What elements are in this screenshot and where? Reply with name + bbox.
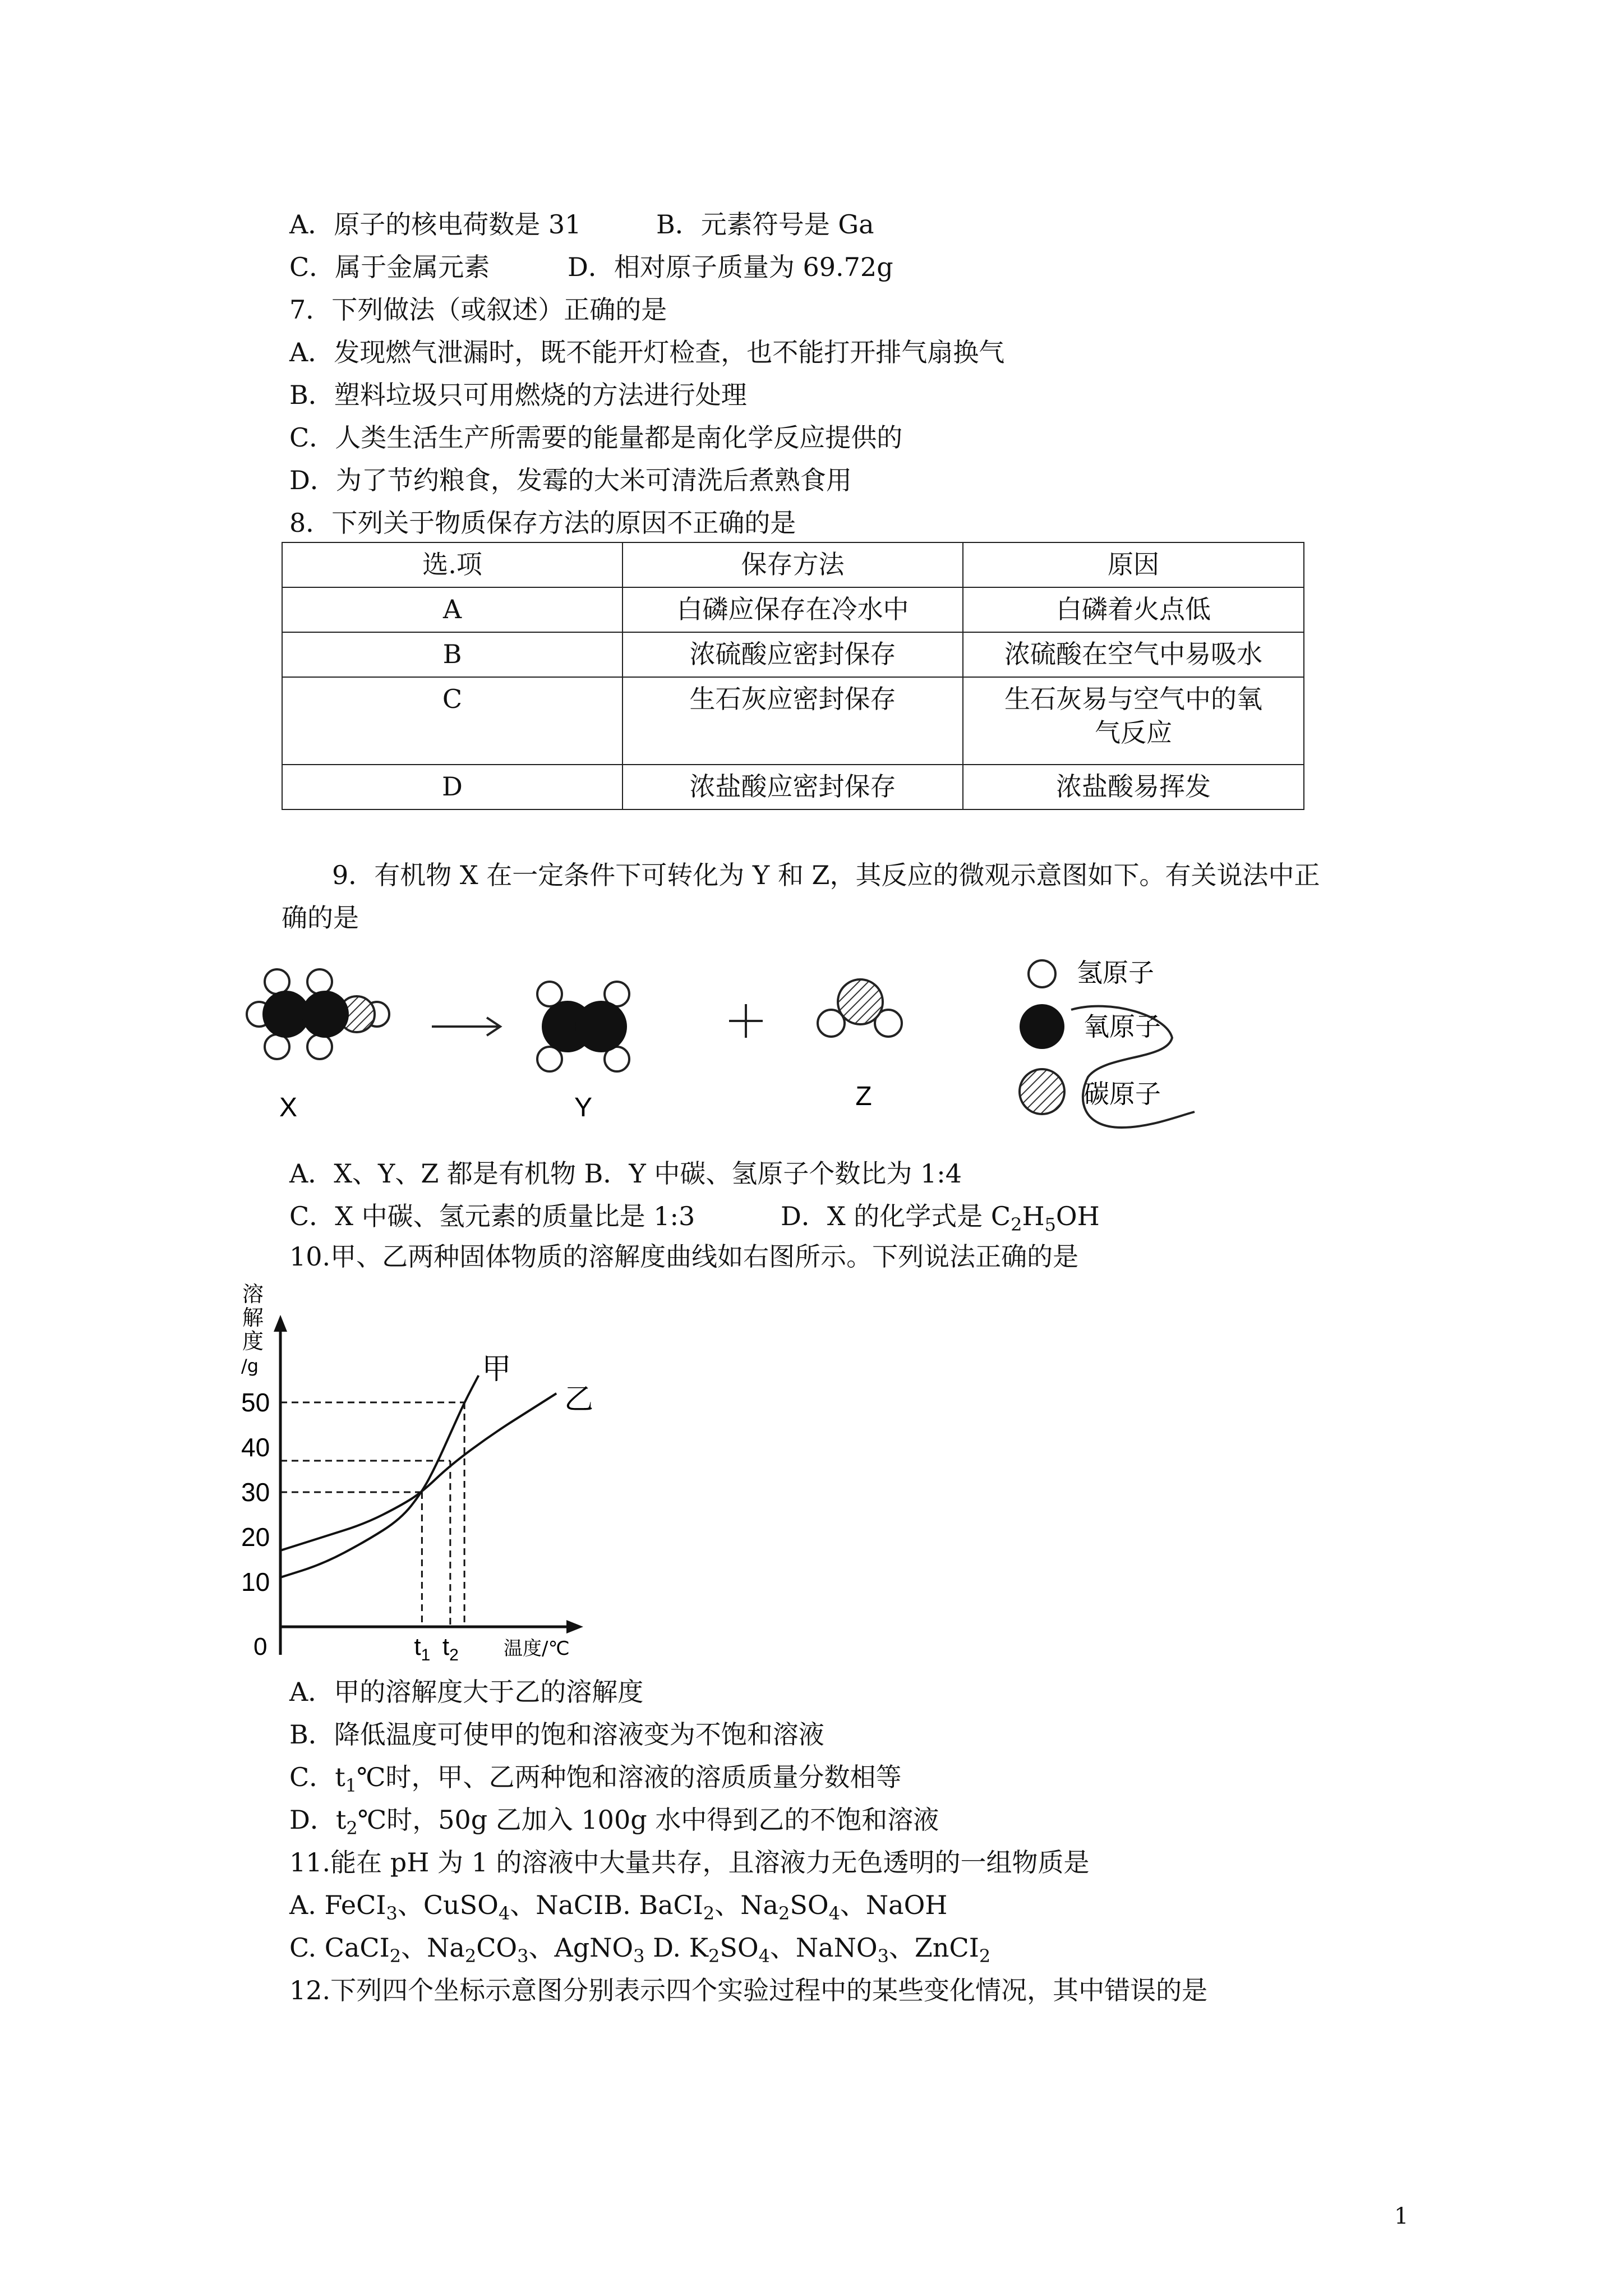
label-y: Y [574,1093,593,1122]
y-ticks [241,1388,270,1596]
q12-stem: 12.下列四个坐标示意图分别表示四个实验过程中的某些变化情况，其中错误的是 [289,1975,1208,2005]
x-axis-arrow [566,1620,583,1634]
legend-o-label: 氧原子 [1083,1011,1161,1042]
legend-h-swatch [1029,960,1055,987]
table-row [282,632,1304,677]
table-cell: 生石灰应密封保存 [623,677,963,765]
table-header: 保存方法 [623,542,963,587]
y-tick-label: 40 [241,1433,270,1462]
label-x: X [279,1093,298,1122]
q6-option-d: D．相对原子质量为 69.72g [568,252,893,282]
q7-option-a: A．发现燃气泄漏时，既不能开灯检查，也不能打开排气扇换气 [289,337,1005,367]
q9-stem-line2: 确的是 [282,903,359,933]
table-cell [963,677,1304,765]
legend-c-label: 碳原子 [1083,1079,1161,1109]
table-cell: 浓硫酸应密封保存 [623,632,963,677]
table-header: 选.项 [282,542,623,587]
q10-option-c: C．$t_1℃$时，甲、乙两种饱和溶液的溶质质量分数相等 [289,1762,902,1796]
atom-legend [1020,958,1195,1128]
table-cell: 白磷着火点低 [963,587,1304,632]
table-row [282,677,1304,765]
q6-option-b: B．元素符号是 Ga [656,209,874,240]
table-header: 原因 [963,542,1304,587]
legend-h-label: 氢原子 [1077,958,1154,988]
table-cell: B [282,632,623,677]
reaction-arrow [432,1018,500,1036]
y-axis-label-char: /g [241,1355,259,1377]
y-axis-label-char: 溶 [242,1282,264,1306]
legend-c-swatch [1020,1069,1064,1114]
molecule-diagram [247,958,1211,1133]
table-cell-line: 气反应 [1095,717,1172,748]
q11-stem: 11.能在 pH 为 1 的溶液中大量共存，且溶液力无色透明的一组物质是 [289,1847,1090,1878]
table-cell: D [282,765,623,809]
q9-option-d: D．X 的化学式是 $C_2H_5OH$ [781,1201,1100,1235]
molecule-x [247,969,389,1059]
y-tick-label: 10 [241,1567,270,1596]
legend-o-swatch [1020,1004,1064,1049]
table-cell: C [282,677,623,765]
q7-option-c: C．人类生活生产所需要的能量都是南化学反应提供的 [289,422,903,453]
series-line [280,1375,478,1577]
x-axis-label: 温度/℃ [504,1637,570,1660]
origin-label: 0 [253,1633,268,1660]
y-axis-label-char: 解 [242,1305,264,1330]
x-ticks [414,1633,458,1664]
y-axis-label-char: 度 [242,1329,264,1354]
label-z: Z [855,1082,872,1111]
series-line [280,1393,556,1550]
y-axis-label [241,1282,264,1377]
table-row [282,765,1304,809]
q8-table [282,542,1304,810]
x-tick-label: $t_1$ [414,1633,431,1664]
q6-option-a: A．原子的核电荷数是 31 [289,209,582,240]
series-label: 甲 [482,1352,511,1386]
q10-option-d: D．$t_2℃$时，50g 乙加入 100g 水中得到乙的不饱和溶液 [289,1805,939,1839]
table-cell-line: 生石灰易与空气中的氧 [1004,684,1262,714]
q11-option-cd: C. CaCI$_2$、$Na_2CO_3$、AgNO$_3$ D. $K_2SO_4$、NaNO$_3$、ZnCI$_2$ [289,1932,991,1967]
q6-option-c: C．属于金属元素 [289,252,490,282]
table-cell: 浓硫酸在空气中易吸水 [963,632,1304,677]
q11-option-ab: A. FeCI$_3$、CuSO$_4$、NaCIB. BaCI$_2$、$Na_2SO_4$、NaOH [289,1890,948,1924]
molecule-y [537,982,629,1071]
y-tick-label: 50 [241,1388,270,1417]
q10-option-a: A．甲的溶解度大于乙的溶解度 [289,1677,644,1707]
guide-lines [280,1402,464,1627]
table-row [282,587,1304,632]
molecule-z [818,979,902,1037]
solubility-chart [241,1282,594,1664]
series-group [280,1352,593,1577]
table-cell: 浓盐酸易挥发 [963,765,1304,809]
q10-stem: 10.甲、乙两种固体物质的溶解度曲线如右图所示。下列说法正确的是 [289,1241,1079,1272]
q7-option-b: B．塑料垃圾只可用燃烧的方法进行处理 [289,380,747,410]
table-cell: 浓盐酸应密封保存 [623,765,963,809]
series-label: 乙 [564,1383,594,1416]
q9-option-c: C．X 中碳、氢元素的质量比是 1:3 [289,1201,695,1231]
plus-sign [729,1004,763,1038]
q9-option-ab: A．X、Y、Z 都是有机物 B．Y 中碳、氢原子个数比为 1:4 [289,1158,962,1189]
y-tick-label: 20 [241,1522,270,1552]
q7-stem: 7．下列做法（或叙述）正确的是 [289,295,667,325]
q10-option-b: B．降低温度可使甲的饱和溶液变为不饱和溶液 [289,1719,824,1750]
table-cell: A [282,587,623,632]
x-tick-label: $t_2$ [442,1633,459,1664]
q8-stem: 8．下列关于物质保存方法的原因不正确的是 [289,508,796,538]
y-tick-label: 30 [241,1478,270,1507]
q9-stem-line1: 9．有机物 X 在一定条件下可转化为 Y 和 Z，其反应的微观示意图如下。有关说法中正 [332,860,1320,890]
table-cell: 白磷应保存在冷水中 [623,587,963,632]
page-number: 1 [1394,2203,1409,2229]
y-axis-arrow [274,1315,287,1332]
q7-option-d: D．为了节约粮食，发霉的大米可清洗后煮熟食用 [289,465,852,495]
